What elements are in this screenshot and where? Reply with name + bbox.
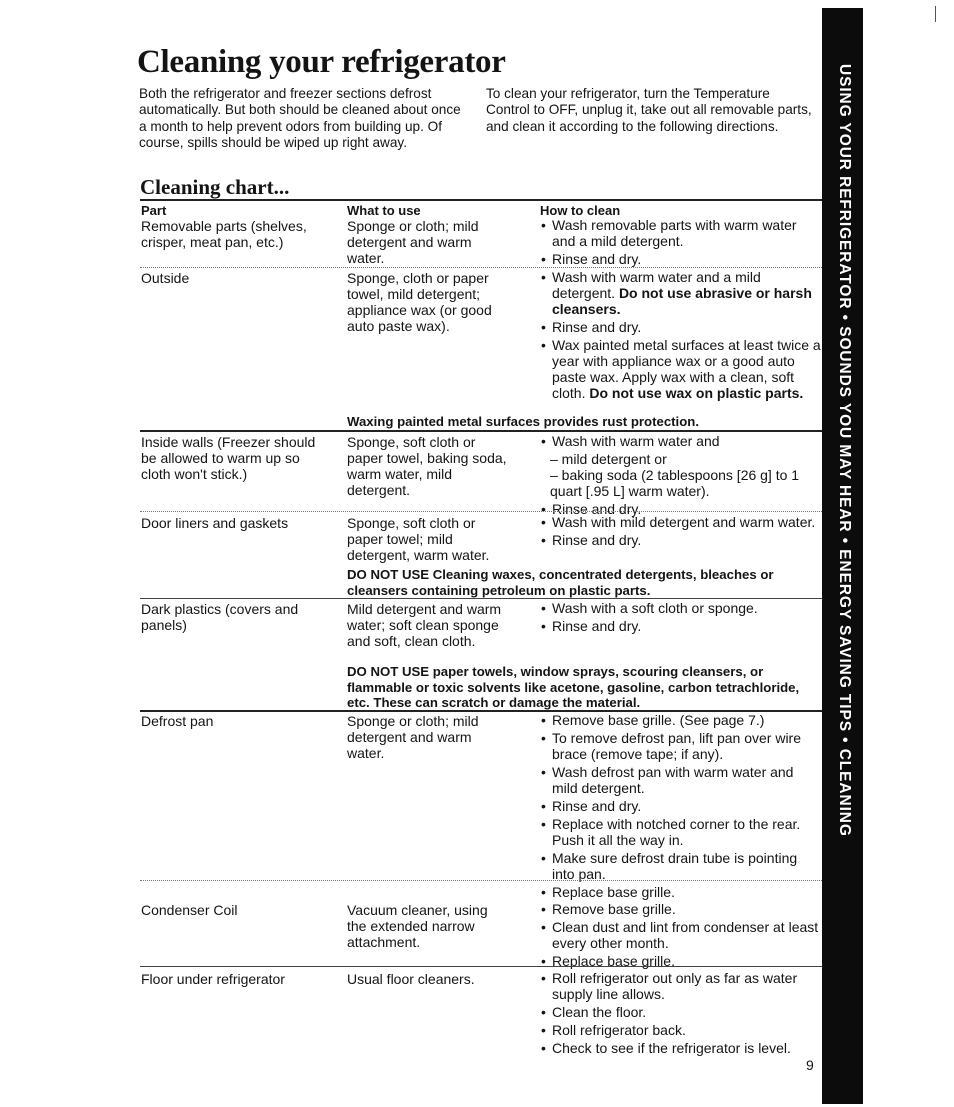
list-item: • Wash with a soft cloth or sponge. xyxy=(540,600,822,616)
row-what-outside: Sponge, cloth or paper towel, mild detergent; appliance wax (or good auto paste wax). xyxy=(347,270,492,334)
warning-waxing: Waxing painted metal surfaces provides rust protection. xyxy=(347,414,699,429)
list-item: • Replace base grille. xyxy=(540,884,822,900)
row-divider xyxy=(140,880,822,881)
column-header-part: Part xyxy=(141,203,167,218)
row-part-removable-parts: Removable parts (shelves, crisper, meat pan, etc.) xyxy=(141,218,307,250)
row-divider xyxy=(140,267,822,268)
row-part-door-liners: Door liners and gaskets xyxy=(141,515,289,531)
row-what-condenser-coil: Vacuum cleaner, using the extended narrow attachment. xyxy=(347,902,488,950)
list-item: • Remove base grille. xyxy=(540,901,822,917)
row-how-condenser-coil xyxy=(540,901,822,971)
row-part-condenser-coil: Condenser Coil xyxy=(141,902,238,918)
row-how-defrost-pan xyxy=(540,712,822,902)
list-item: • Make sure defrost drain tube is pointing into pan. xyxy=(540,850,822,882)
row-what-defrost-pan: Sponge or cloth; mild detergent and warm water. xyxy=(347,713,479,761)
row-what-door-liners: Sponge, soft cloth or paper towel; mild detergent, warm water. xyxy=(347,515,490,563)
list-item: • Remove base grille. (See page 7.) xyxy=(540,712,822,728)
column-header-what-to-use: What to use xyxy=(347,203,421,218)
list-item: • Wax painted metal surfaces at least twice a year with appliance wax or a good auto paste wax. Apply wax with a clean, soft cloth. Do not use wax on plastic parts. xyxy=(540,337,822,401)
row-part-dark-plastics: Dark plastics (covers and panels) xyxy=(141,601,299,633)
row-part-inside-walls: Inside walls (Freezer should be allowed to warm up so cloth won't stick.) xyxy=(141,434,316,482)
list-item: • Wash with mild detergent and warm water. xyxy=(540,514,822,530)
row-how-removable-parts xyxy=(540,217,822,269)
list-item: • Clean dust and lint from condenser at least every other month. xyxy=(540,919,822,951)
list-item: – mild detergent or xyxy=(550,451,667,467)
list-item: • Rinse and dry. xyxy=(540,618,822,634)
row-part-floor: Floor under refrigerator xyxy=(141,971,285,987)
list-item: • Wash with warm water and a mild detergent. Do not use abrasive or harsh cleansers. xyxy=(540,269,822,317)
list-item: • Rinse and dry. xyxy=(540,251,822,267)
row-how-dark-plastics xyxy=(540,600,822,636)
list-item: • Clean the floor. xyxy=(540,1004,822,1020)
chart-top-rule xyxy=(140,199,822,201)
list-item: • Wash defrost pan with warm water and mild detergent. xyxy=(540,764,822,796)
row-how-inside-walls xyxy=(540,433,822,519)
list-item: • Wash with warm water and xyxy=(540,433,822,449)
list-item: • To remove defrost pan, lift pan over wire brace (remove tape; if any). xyxy=(540,730,822,762)
row-what-removable-parts: Sponge or cloth; mild detergent and warm water. xyxy=(347,218,479,266)
list-item: • Replace with notched corner to the rear. Push it all the way in. xyxy=(540,816,822,848)
warning-text: Do not use abrasive or harsh cleansers. xyxy=(552,285,812,317)
row-part-defrost-pan: Defrost pan xyxy=(141,713,214,729)
row-how-floor xyxy=(540,970,822,1058)
warning-dark-plastics: DO NOT USE paper towels, window sprays, scouring cleansers, or flammable or toxic solvents like acetone, gasoline, carbon tetrachloride, etc. These can scratch or damage the material. xyxy=(347,664,800,710)
list-item: • Wash removable parts with warm water and a mild detergent. xyxy=(540,217,822,249)
list-item: • Rinse and dry. xyxy=(540,798,822,814)
list-item: • Replace base grille. xyxy=(540,953,822,969)
list-item: – baking soda (2 tablespoons [26 g] to 1 quart [.95 L] warm water). xyxy=(550,467,800,499)
page-number: 9 xyxy=(806,1057,814,1073)
list-item: • Rinse and dry. xyxy=(540,319,822,335)
section-tab-sidebar xyxy=(822,8,863,1104)
list-item: • Rinse and dry. xyxy=(540,501,822,517)
row-divider xyxy=(140,598,822,599)
section-tab-text: USING YOUR REFRIGERATOR • SOUNDS YOU MAY HEAR • ENERGY SAVING TIPS • CLEANING xyxy=(836,64,853,837)
row-what-dark-plastics: Mild detergent and warm water; soft clean sponge and soft, clean cloth. xyxy=(347,601,502,649)
list-item: • Check to see if the refrigerator is level. xyxy=(540,1040,822,1056)
row-what-inside-walls: Sponge, soft cloth or paper towel, baking soda, warm water, mild detergent. xyxy=(347,434,507,498)
row-part-outside: Outside xyxy=(141,270,190,286)
chart-title: Cleaning chart... xyxy=(140,175,290,199)
page-title: Cleaning your refrigerator xyxy=(137,44,506,80)
list-item: • Rinse and dry. xyxy=(540,532,822,548)
row-how-door-liners xyxy=(540,514,822,550)
scan-mark xyxy=(935,6,936,22)
row-divider xyxy=(140,966,822,967)
row-divider xyxy=(140,430,822,432)
list-item: • Roll refrigerator back. xyxy=(540,1022,822,1038)
intro-paragraph-left: Both the refrigerator and freezer sections defrost automatically. But both should be cleaned about once a month to help prevent odors from building up. Of course, spills should be wiped up right away. xyxy=(139,86,461,150)
row-how-outside xyxy=(540,269,822,403)
row-what-floor: Usual floor cleaners. xyxy=(347,971,475,987)
column-header-how-to-clean: How to clean xyxy=(540,203,621,218)
warning-text: Do not use wax on plastic parts. xyxy=(589,385,804,401)
warning-plastic-parts: DO NOT USE Cleaning waxes, concentrated detergents, bleaches or cleansers containing petroleum on plastic parts. xyxy=(347,567,774,598)
intro-paragraph-right: To clean your refrigerator, turn the Temperature Control to OFF, unplug it, take out all removable parts, and clean it according to the following directions. xyxy=(486,86,812,134)
row-divider xyxy=(140,511,822,512)
list-item: • Roll refrigerator out only as far as water supply line allows. xyxy=(540,970,822,1002)
